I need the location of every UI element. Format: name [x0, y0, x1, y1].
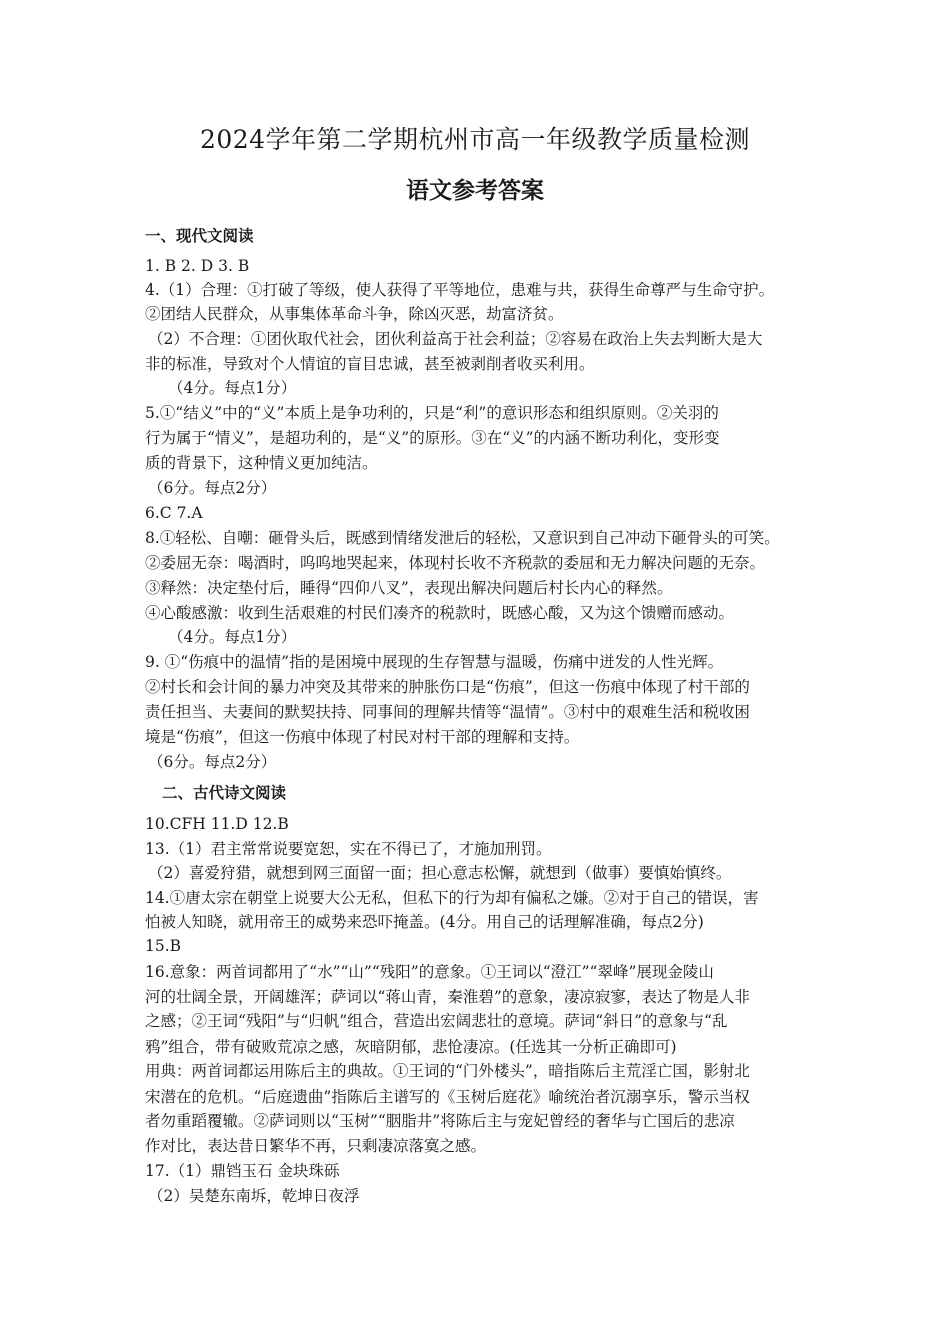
- answer-line: 6.C 7.A: [145, 504, 203, 522]
- answer-line: 宋潜在的危机。“后庭遗曲”指陈后主谱写的《玉树后庭花》喻统治者沉溺享乐，警示当权: [145, 1088, 750, 1106]
- score-note: （6分。每点2分）: [148, 753, 277, 771]
- answer-line: （2）喜爱狩猎，就想到网三面留一面；担心意志松懈，就想到（做事）要慎始慎终。: [148, 864, 732, 882]
- answer-line: 行为属于“情义”，是超功利的，是“义”的原形。③在“义”的内涵不断功利化，变形变: [145, 429, 720, 447]
- score-note: （4分。每点1分）: [168, 628, 297, 646]
- answer-line: 之感；②王词“残阳”与“归帆”组合，营造出宏阔悲壮的意境。萨词“斜日”的意象与“乱: [145, 1012, 728, 1030]
- answer-line: 责任担当、夫妻间的默契扶持、同事间的理解共情等“温情”。③村中的艰难生活和税收困: [145, 703, 750, 721]
- answer-line: 怕被人知晓，就用帝王的威势来恐吓掩盖。(4分。用自己的话理解准确，每点2分): [145, 913, 704, 931]
- answer-line: （2）不合理：①团伙取代社会，团伙利益高于社会利益；②容易在政治上失去判断大是大: [148, 330, 763, 348]
- answer-line: 17.（1）鼎铛玉石 金块珠砾: [145, 1162, 340, 1180]
- answer-line: ②团结人民群众，从事集体革命斗争，除凶灭恶，劫富济贫。: [145, 305, 564, 323]
- answer-line: ④心酸感激：收到生活艰难的村民们凑齐的税款时，既感心酸，又为这个馈赠而感动。: [145, 604, 735, 622]
- answer-line: 者勿重蹈覆辙。②萨词则以“玉树”“胭脂井”将陈后主与宠妃曾经的奢华与亡国后的悲凉: [145, 1112, 735, 1130]
- score-note: （6分。每点2分）: [148, 479, 277, 497]
- answer-line: 4.（1）合理：①打破了等级，使人获得了平等地位，患难与共，获得生命尊严与生命守护。: [145, 281, 775, 299]
- answer-line: 15.B: [145, 937, 182, 955]
- answer-line: 13.（1）君主常常说要宽恕，实在不得已了，才施加刑罚。: [145, 840, 552, 858]
- answer-line: 16.意象：两首词都用了“水”“山”“残阳”的意象。①王词以“澄江”“翠峰”展现金陵山: [145, 963, 714, 981]
- answer-line: ②委屈无奈：喝酒时，呜呜地哭起来，体现村长收不齐税款的委屈和无力解决问题的无奈。: [145, 554, 766, 572]
- answer-line: 境是“伤痕”，但这一伤痕中体现了村民对村干部的理解和支持。: [145, 728, 580, 746]
- answer-line: （2）吴楚东南坼，乾坤日夜浮: [148, 1187, 360, 1205]
- answer-line: 作对比，表达昔日繁华不再，只剩凄凉落寞之感。: [145, 1137, 487, 1155]
- score-note: （4分。每点1分）: [168, 379, 297, 397]
- answer-line: 鸦”组合，带有破败荒凉之感，灰暗阴郁，悲怆凄凉。(任选其一分析正确即可): [145, 1038, 677, 1056]
- answer-line: 河的壮阔全景，开阔雄浑；萨词以“蒋山青，秦淮碧”的意象，凄凉寂寥，表达了物是人非: [145, 988, 750, 1006]
- answer-line: 10.CFH 11.D 12.B: [145, 815, 289, 833]
- document-title: 2024学年第二学期杭州市高一年级教学质量检测: [199, 125, 751, 154]
- answer-line: 质的背景下，这种情义更加纯洁。: [145, 454, 378, 472]
- answer-line: 8.①轻松、自嘲：砸骨头后，既感到情绪发泄后的轻松，又意识到自己冲动下砸骨头的可笑。: [145, 529, 780, 547]
- answer-line: ③释然：决定垫付后，睡得“四仰八叉”，表现出解决问题后村长内心的释然。: [145, 579, 673, 597]
- answer-line: 14.①唐太宗在朝堂上说要大公无私，但私下的行为却有偏私之嫌。②对于自己的错误，害: [145, 889, 759, 907]
- document-subtitle: 语文参考答案: [406, 177, 544, 204]
- answer-line: 非的标准，导致对个人情谊的盲目忠诚，甚至被剥削者收买利用。: [145, 355, 595, 373]
- answer-line: 9. ①“伤痕中的温情”指的是困境中展现的生存智慧与温暖，伤痛中迸发的人性光辉。: [145, 653, 724, 671]
- answer-line: ②村长和会计间的暴力冲突及其带来的肿胀伤口是“伤痕”，但这一伤痕中体现了村干部的: [145, 678, 750, 696]
- answer-line: 1. B 2. D 3. B: [145, 257, 250, 275]
- answer-line: 5.①“结义”中的“义”本质上是争功利的，只是“利”的意识形态和组织原则。②关羽的: [145, 404, 719, 422]
- answer-line: 用典：两首词都运用陈后主的典故。①王词的“门外楼头”，暗指陈后主荒淫亡国，影射北: [145, 1062, 750, 1080]
- section-heading: 二、古代诗文阅读: [162, 784, 287, 802]
- section-heading: 一、现代文阅读: [145, 227, 254, 245]
